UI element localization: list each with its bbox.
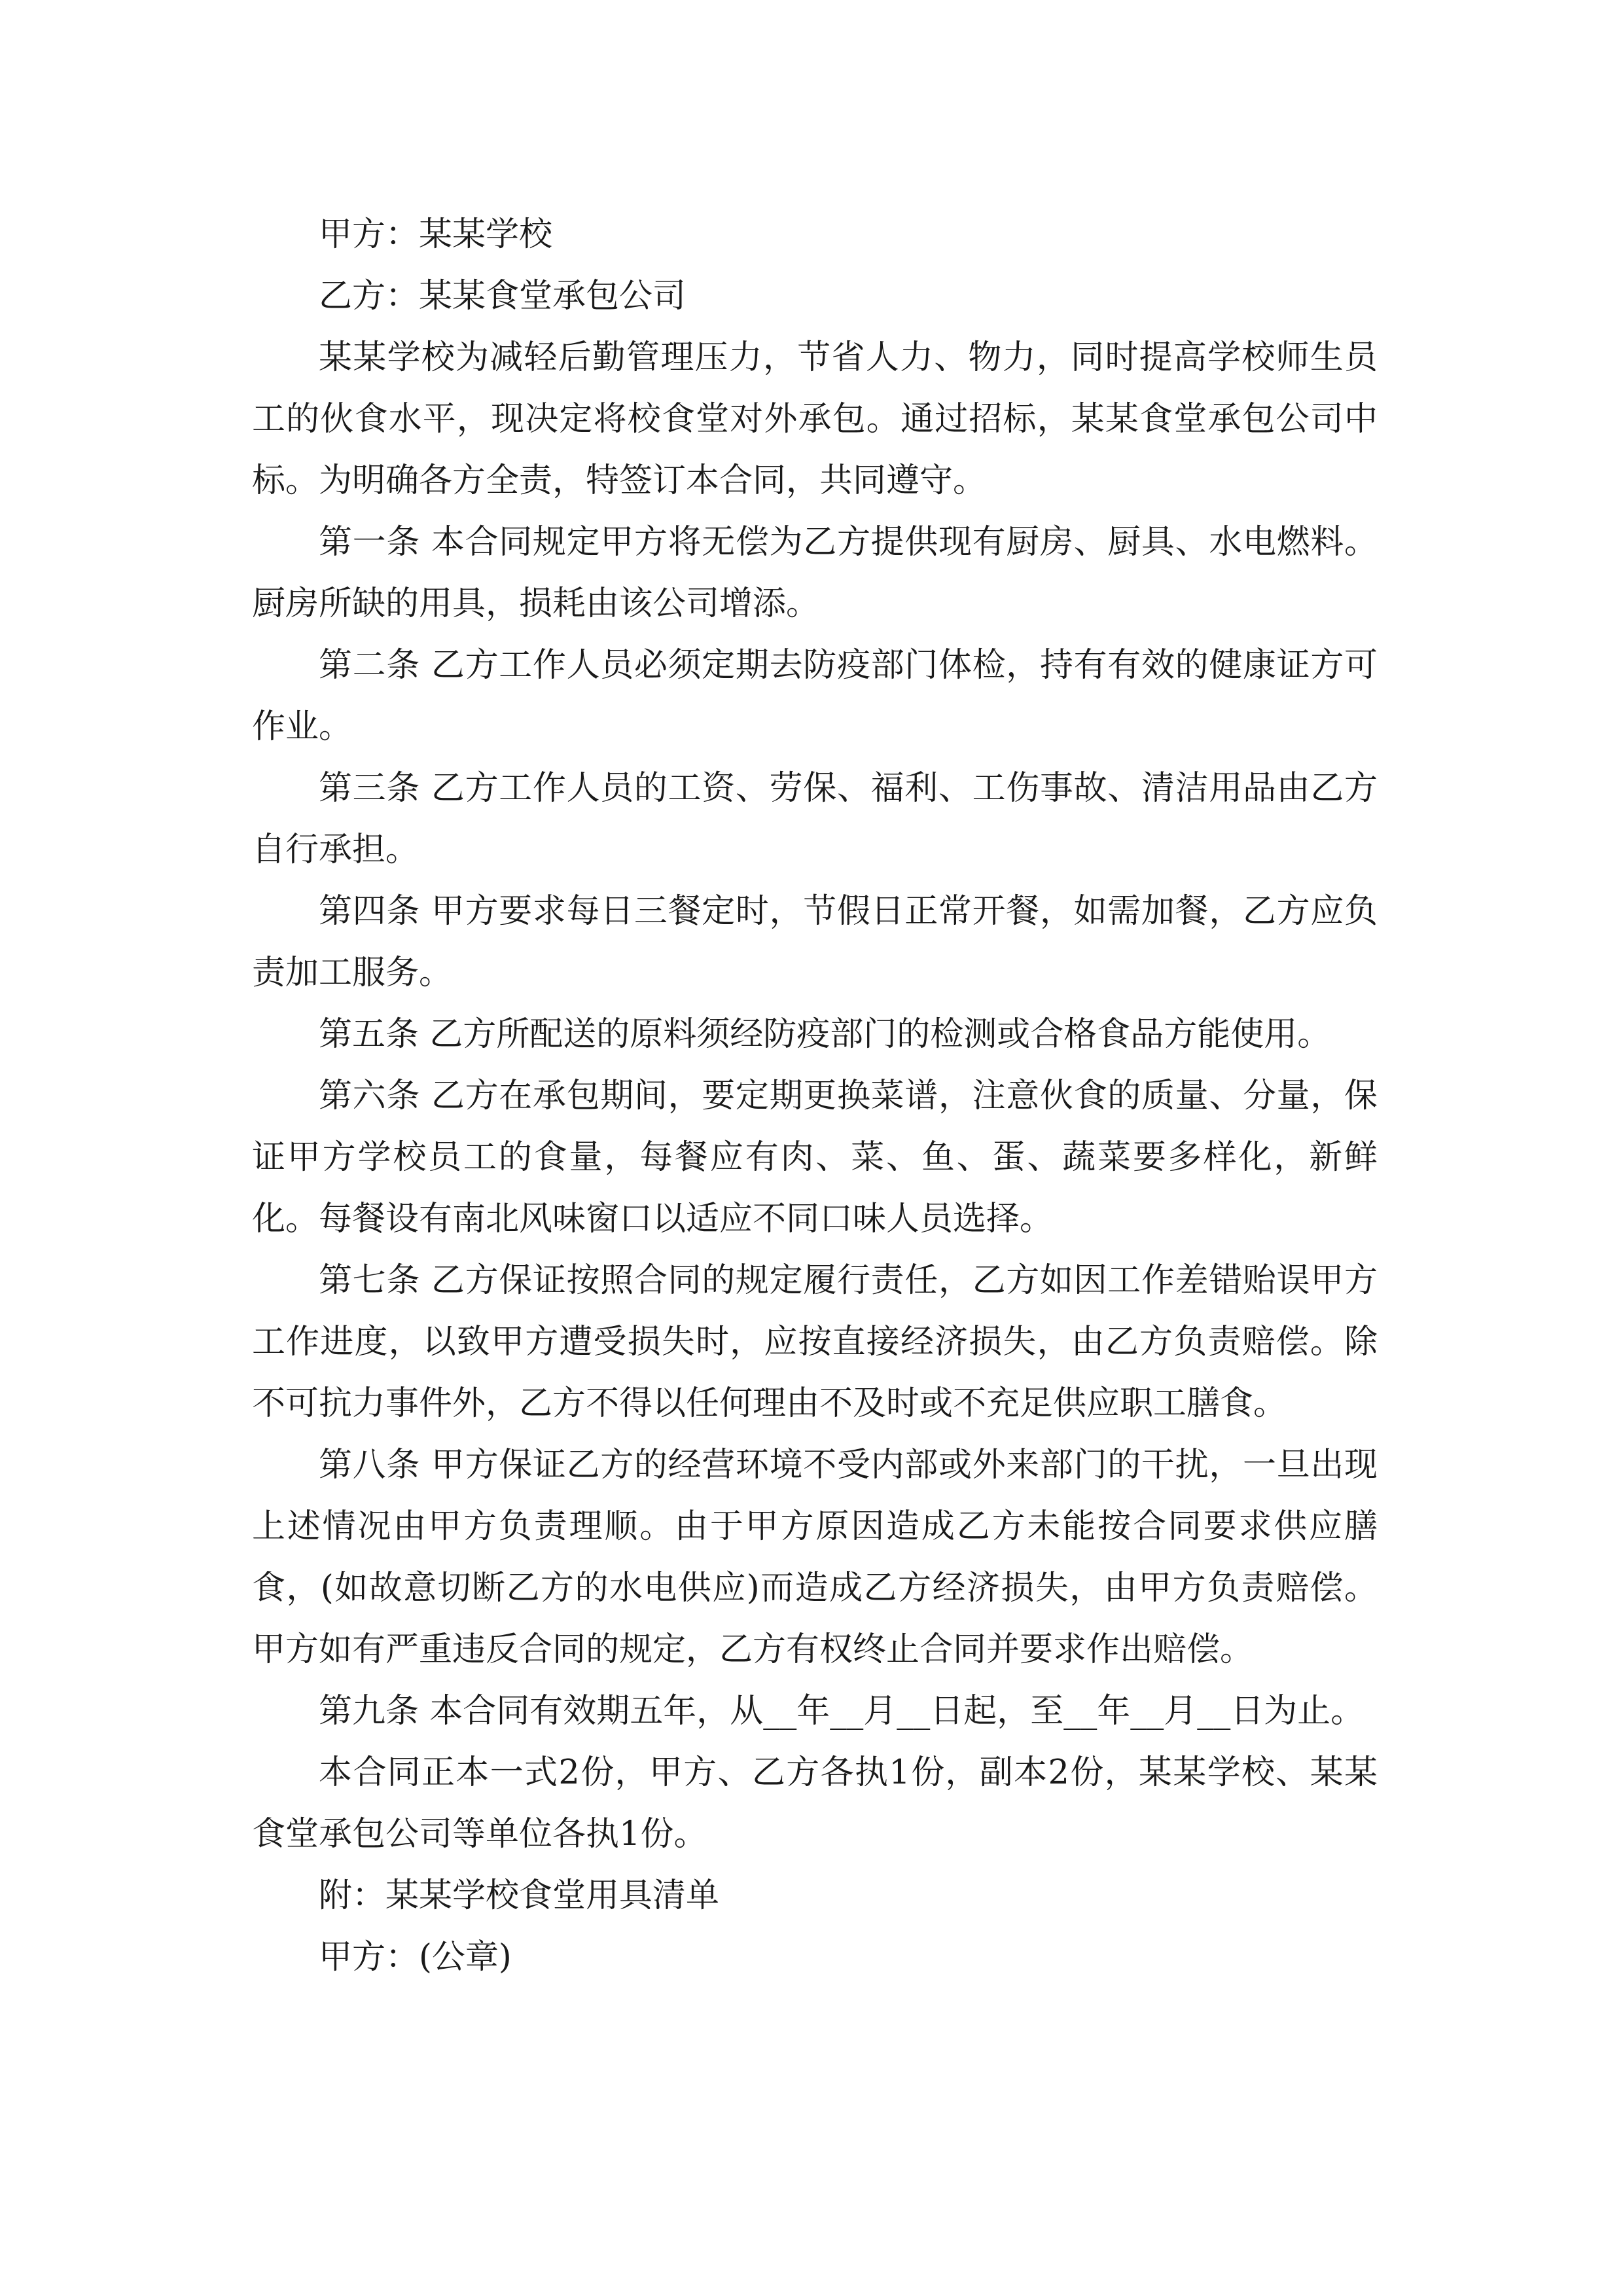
article-9: 第九条 本合同有效期五年，从__年__月__日起，至__年__月__日为止。	[319, 1692, 1364, 1731]
seal-line: 甲方：(公章)	[319, 1938, 512, 1977]
attachment-line: 附：某某学校食堂用具清单	[319, 1876, 720, 1915]
article-2: 第二条 乙方工作人员必须定期去防疫部门体检，持有有效的健康证方可作业。	[252, 646, 1378, 746]
article-8: 第八条 甲方保证乙方的经营环境不受内部或外来部门的干扰，一旦出现上述情况由甲方负责理顺。由于甲方原因造成乙方未能按合同要求供应膳食，(如故意切断乙方的水电供应)而造成乙方经济损失，由甲方负责赔偿。 甲方如有严重违反合同的规定，乙方有权终止合同并要求作出赔偿。	[252, 1446, 1378, 1669]
article-7: 第七条 乙方保证按照合同的规定履行责任，乙方如因工作差错贻误甲方工作进度，以致甲方遭受损失时，应按直接经济损失，由乙方负责赔偿。除不可抗力事件外，乙方不得以任何理由不及时或不充足供应职工膳食。	[252, 1261, 1378, 1423]
article-6: 第六条 乙方在承包期间，要定期更换菜谱，注意伙食的质量、分量，保证甲方学校员工的食量，每餐应有肉、菜、鱼、蛋、蔬菜要多样化，新鲜化。每餐设有南北风味窗口以适应不同口味人员选择。	[252, 1077, 1378, 1238]
copies-paragraph: 本合同正本一式2份，甲方、乙方各执1份，副本2份，某某学校、某某食堂承包公司等单位各执1份。	[252, 1753, 1378, 1854]
party-a-line: 甲方：某某学校	[319, 215, 553, 254]
contract-page	[252, 204, 1378, 1988]
article-1: 第一条 本合同规定甲方将无偿为乙方提供现有厨房、厨具、水电燃料。厨房所缺的用具，损耗由该公司增添。	[252, 523, 1378, 623]
party-b-line: 乙方：某某食堂承包公司	[319, 277, 687, 315]
article-3: 第三条 乙方工作人员的工资、劳保、福利、工伤事故、清洁用品由乙方自行承担。	[252, 769, 1378, 869]
article-5: 第五条 乙方所配送的原料须经防疫部门的检测或合格食品方能使用。	[319, 1015, 1331, 1054]
preamble-paragraph: 某某学校为减轻后勤管理压力，节省人力、物力，同时提高学校师生员工的伙食水平，现决定将校食堂对外承包。通过招标，某某食堂承包公司中标。为明确各方全责，特签订本合同，共同遵守。	[252, 338, 1378, 500]
article-4: 第四条 甲方要求每日三餐定时，节假日正常开餐，如需加餐，乙方应负责加工服务。	[252, 892, 1378, 992]
